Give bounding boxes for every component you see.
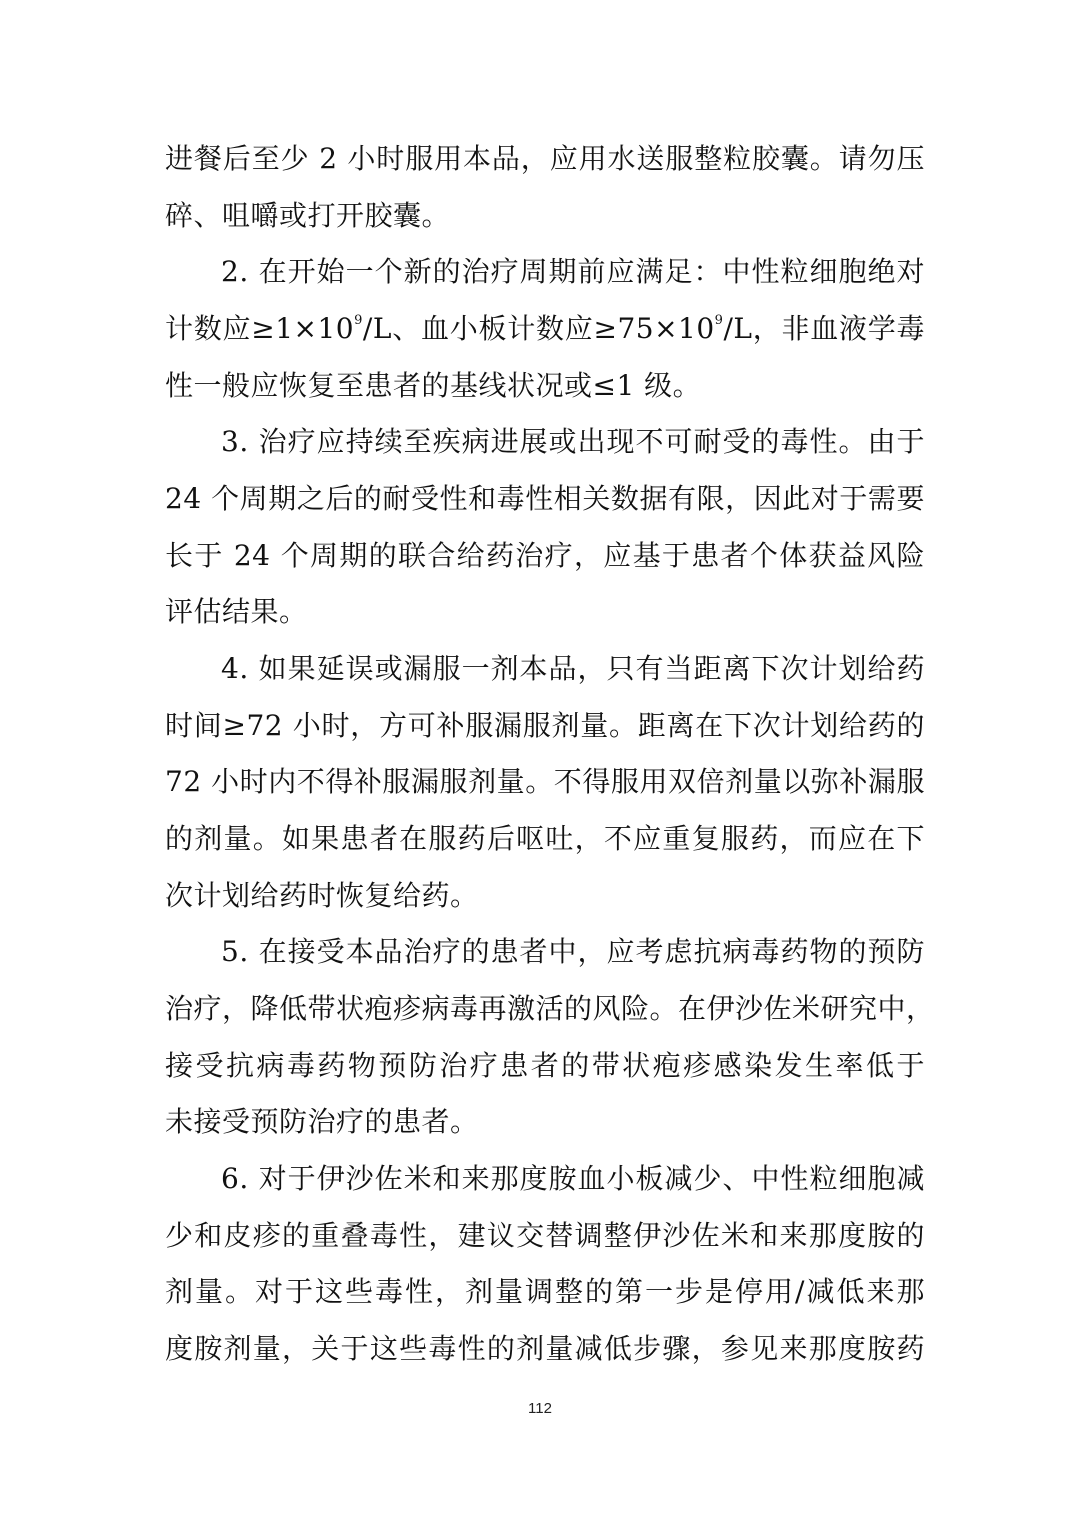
text-line: 度胺剂量，关于这些毒性的剂量减低步骤，参见来那度胺药 <box>165 1332 925 1365</box>
text-line: 72 小时内不得补服漏服剂量。不得服用双倍剂量以弥补漏服 <box>165 765 925 798</box>
text-line: 3. 治疗应持续至疾病进展或出现不可耐受的毒性。由于 <box>221 425 925 458</box>
text-line: 的剂量。如果患者在服药后呕吐，不应重复服药，而应在下 <box>165 822 925 855</box>
text-line: 2. 在开始一个新的治疗周期前应满足：中性粒细胞绝对 <box>221 255 925 288</box>
text-segment: /L，非血液学毒 <box>723 312 926 345</box>
text-line: 接受抗病毒药物预防治疗患者的带状疱疹感染发生率低于 <box>165 1049 925 1082</box>
superscript: 9 <box>714 313 724 328</box>
text-line: 进餐后至少 2 小时服用本品，应用水送服整粒胶囊。请勿压 <box>165 142 925 175</box>
text-line: 5. 在接受本品治疗的患者中，应考虑抗病毒药物的预防 <box>221 935 925 968</box>
text-line: 次计划给药时恢复给药。 <box>165 879 479 912</box>
text-line: 剂量。对于这些毒性，剂量调整的第一步是停用/减低来那 <box>165 1275 925 1308</box>
text-line: 24 个周期之后的耐受性和毒性相关数据有限，因此对于需要 <box>165 482 925 515</box>
text-line: 长于 24 个周期的联合给药治疗，应基于患者个体获益风险 <box>165 539 925 572</box>
text-line: 6. 对于伊沙佐米和来那度胺血小板减少、中性粒细胞减 <box>221 1162 925 1195</box>
text-line-with-superscript <box>165 309 925 349</box>
page-number: 112 <box>528 1400 552 1417</box>
text-line: 碎、咀嚼或打开胶囊。 <box>165 199 451 232</box>
text-line: 少和皮疹的重叠毒性，建议交替调整伊沙佐米和来那度胺的 <box>165 1219 925 1252</box>
text-line: 4. 如果延误或漏服一剂本品，只有当距离下次计划给药 <box>221 652 925 685</box>
superscript: 9 <box>354 313 363 328</box>
text-line: 评估结果。 <box>165 595 308 628</box>
text-segment: /L、血小板计数应≥75×10 <box>362 312 715 345</box>
text-line: 治疗，降低带状疱疹病毒再激活的风险。在伊沙佐米研究中， <box>165 992 935 1025</box>
text-line: 时间≥72 小时，方可补服漏服剂量。距离在下次计划给药的 <box>165 709 925 742</box>
text-segment: 计数应≥1×10 <box>165 312 355 345</box>
text-line: 未接受预防治疗的患者。 <box>165 1105 479 1138</box>
text-line: 性一般应恢复至患者的基线状况或≤1 级。 <box>165 369 702 402</box>
